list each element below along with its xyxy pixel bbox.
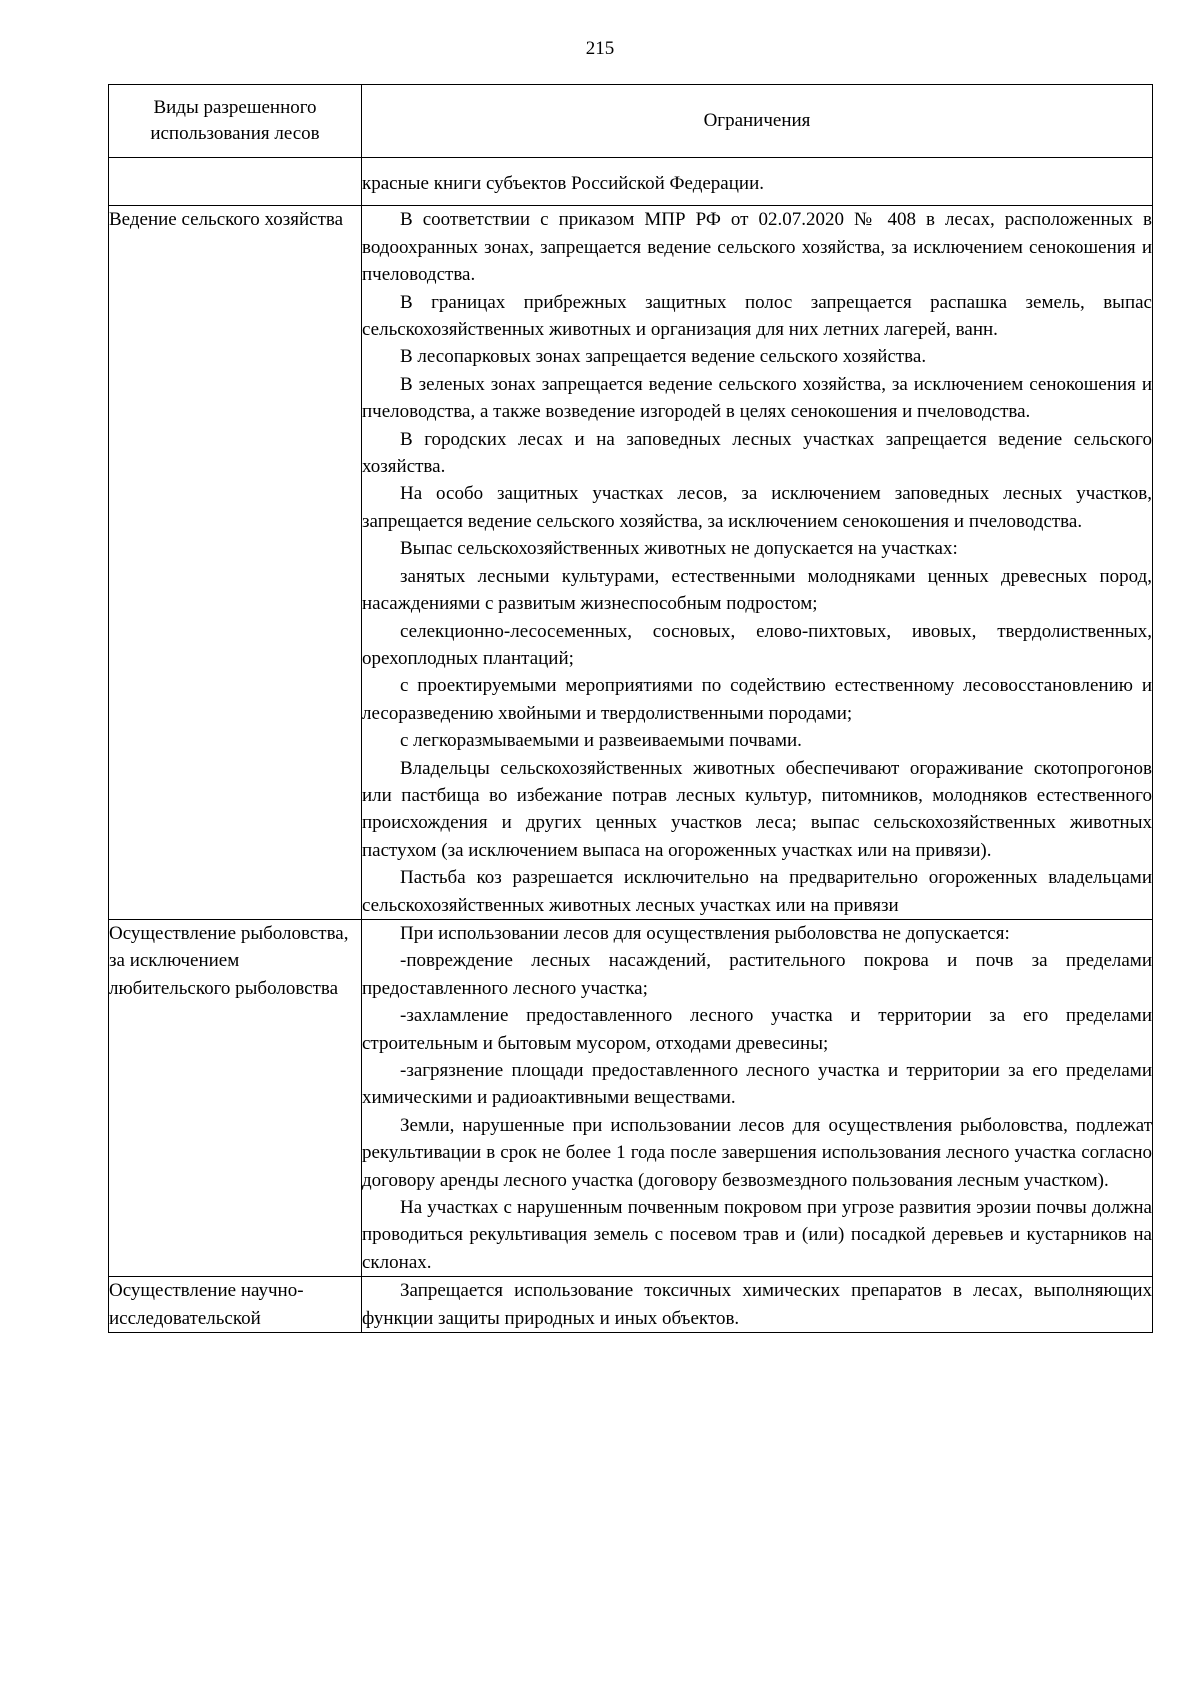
paragraph: -повреждение лесных насаждений, растительного покрова и почв за пределами предоставленного лесного участка;	[362, 950, 1152, 999]
paragraph: Пастьба коз разрешается исключительно на предварительно огороженных владельцами сельскохозяйственных животных лесных участках или на привязи	[362, 867, 1152, 916]
paragraph: с проектируемыми мероприятиями по содействию естественному лесовосстановлению и лесоразведению хвойными и твердолиственными породами;	[362, 675, 1152, 724]
paragraph: На особо защитных участках лесов, за исключением заповедных лесных участков, запрещается ведение сельского хозяйства, за исключением сенокошения и пчеловодства.	[362, 483, 1152, 532]
paragraph: -захламление предоставленного лесного участка и территории за его пределами строительным и бытовым мусором, отходами древесины;	[362, 1005, 1152, 1054]
paragraph: Выпас сельскохозяйственных животных не допускается на участках:	[400, 538, 958, 560]
page-number: 215	[585, 38, 615, 59]
paragraph: На участках с нарушенным почвенным покровом при угрозе развития эрозии почвы должна проводиться рекультивация земель с посевом трав и (или) посадкой деревьев и кустарников на склонах.	[362, 1197, 1152, 1273]
table-row	[109, 158, 1153, 206]
paragraph: Владельцы сельскохозяйственных животных обеспечивают огораживание скотопрогонов или пастбища во избежание потрав лесных культур, питомников, молодняков естественного происхождения и других ценных участков леса; выпас сельскохозяйственных животных пастухом (за исключением выпаса на огороженных участках или на привязи).	[362, 757, 1152, 861]
empty-cell	[109, 158, 362, 206]
paragraph: При использовании лесов для осуществления рыболовства не допускается:	[400, 922, 1010, 944]
paragraph: красные книги субъектов Российской Федерации.	[362, 173, 764, 194]
table-header-row	[109, 85, 1153, 158]
table-row	[109, 919, 1153, 1276]
kind-cell: Ведение сельского хозяйства	[109, 206, 362, 920]
paragraph: В зеленых зонах запрещается ведение сельского хозяйства, за исключением сенокошения и пчеловодства, а также возведение изгородей в целях сенокошения и пчеловодства.	[362, 373, 1152, 423]
table-row	[109, 206, 1153, 920]
restrictions-table	[108, 84, 1153, 1333]
restriction-cell	[362, 158, 1153, 206]
kind-cell: Осуществление научно-исследовательской	[109, 1277, 362, 1333]
header-kind: Виды разрешенного использования лесов	[109, 85, 362, 158]
kind-cell: Осуществление рыболовства, за исключением любительского рыболовства	[109, 919, 362, 1276]
paragraph: В границах прибрежных защитных полос запрещается распашка земель, выпас сельскохозяйственных животных и организация для них летних лагерей, ванн.	[362, 291, 1152, 341]
header-restrictions: Ограничения	[362, 85, 1153, 158]
paragraph: В лесопарковых зонах запрещается ведение сельского хозяйства.	[400, 346, 927, 368]
paragraph: -загрязнение площади предоставленного лесного участка и территории за его пределами химическими и радиоактивными веществами.	[362, 1060, 1152, 1109]
paragraph: занятых лесными культурами, естественными молодняками ценных древесных пород, насаждениями с развитым жизнеспособным подростом;	[362, 565, 1152, 615]
paragraph: селекционно-лесосеменных, сосновых, елово-пихтовых, ивовых, твердолиственных, орехоплодных плантаций;	[362, 620, 1152, 669]
paragraph: с легкоразмываемыми и развеиваемыми почвами.	[400, 730, 802, 752]
restriction-cell	[362, 206, 1153, 920]
paragraph: В городских лесах и на заповедных лесных участках запрещается ведение сельского хозяйства.	[362, 428, 1152, 478]
paragraph: Земли, нарушенные при использовании лесов для осуществления рыболовства, подлежат рекультивации в срок не более 1 года после завершения использования лесного участка согласно договору аренды лесного участка (договору безвозмездного пользования лесным участком).	[362, 1114, 1152, 1191]
restriction-cell	[362, 919, 1153, 1276]
table-row	[109, 1277, 1153, 1333]
paragraph: В соответствии с приказом МПР РФ от 02.07.2020 № 408 в лесах, расположенных в водоохранных зонах, запрещается ведение сельского хозяйства, за исключением сенокошения и пчеловодства.	[362, 209, 1152, 286]
paragraph: Запрещается использование токсичных химических препаратов в лесах, выполняющих функции защиты природных и иных объектов.	[362, 1280, 1152, 1329]
restriction-cell	[362, 1277, 1153, 1333]
